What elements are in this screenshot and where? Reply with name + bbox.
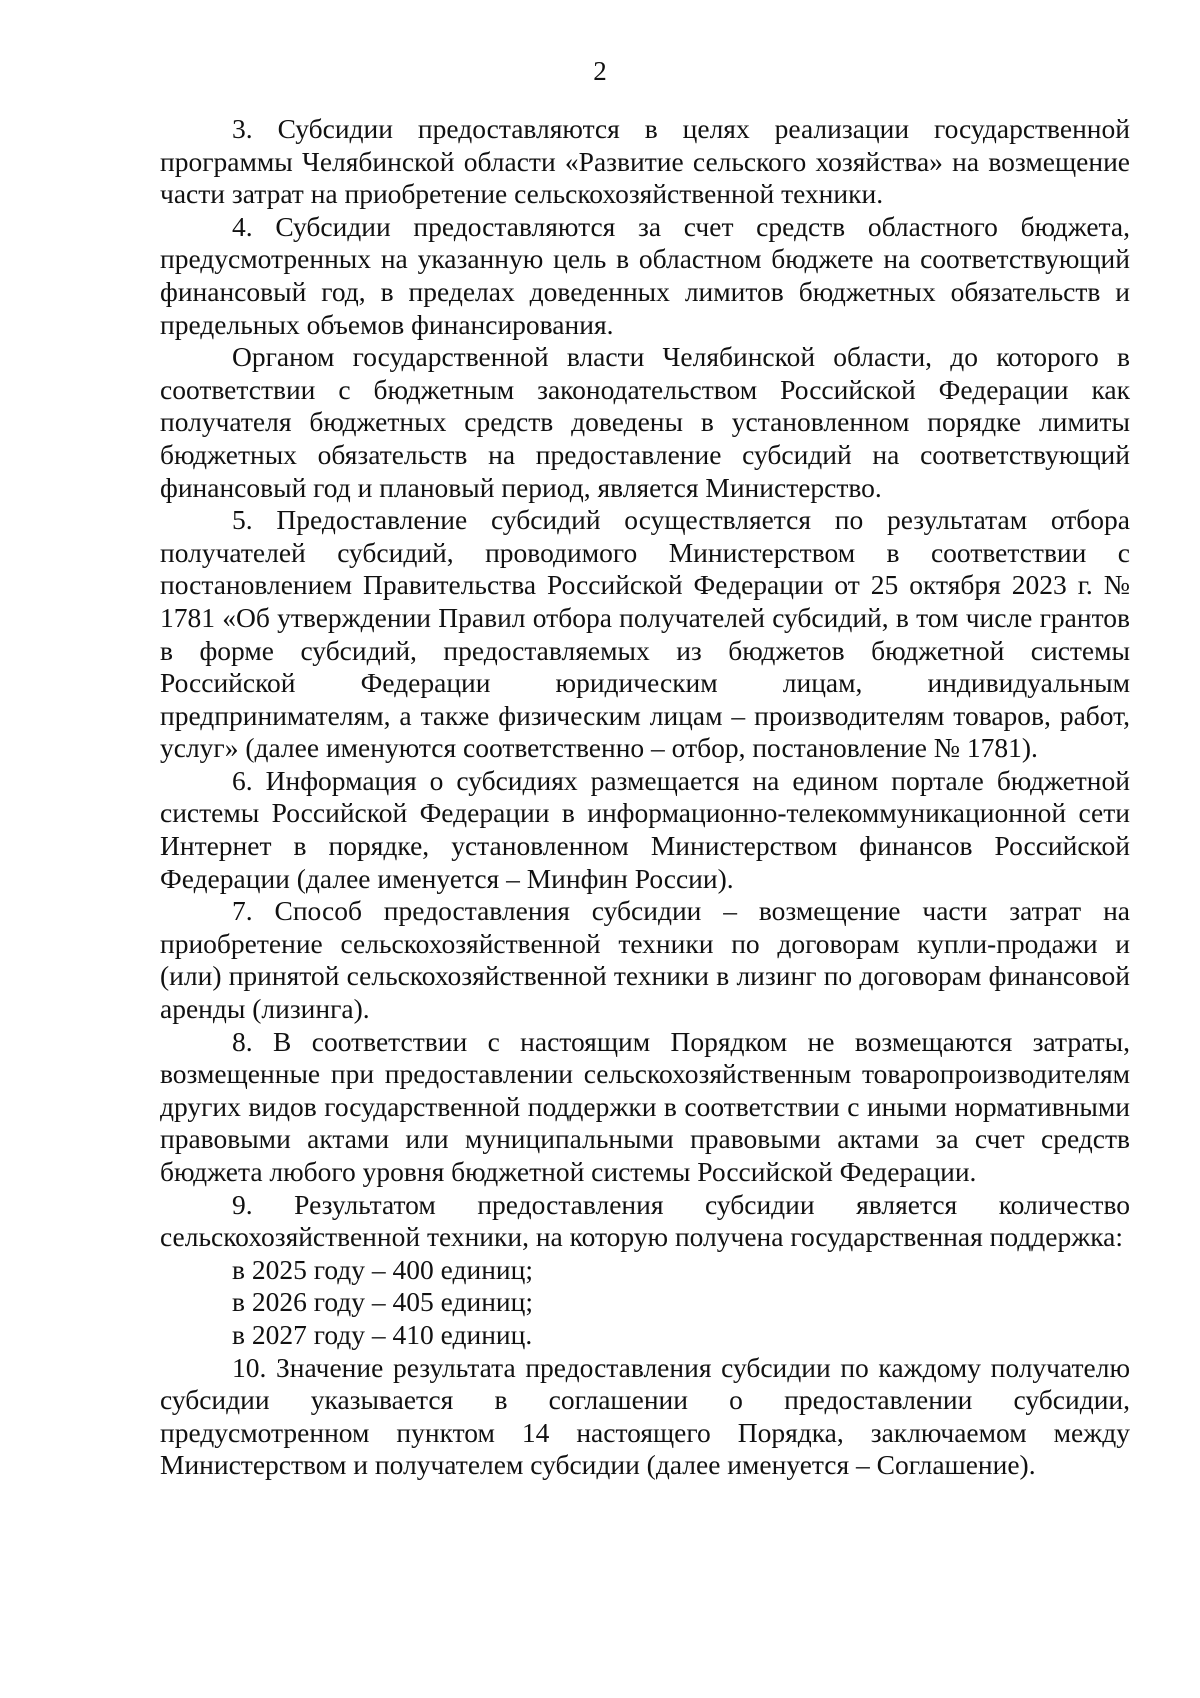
paragraph-6: 6. Информация о субсидиях размещается на едином портале бюджетной системы Российской Федерации в информационно-телекоммуникационной сети Интернет в порядке, установленном Министерством финансов Российской Федерации (далее именуется – Минфин России). xyxy=(160,764,1130,894)
year-item-2027: в 2027 году – 410 единиц. xyxy=(232,1318,533,1350)
document-body xyxy=(160,113,1130,1482)
paragraph-10: 10. Значение результата предоставления субсидии по каждому получателю субсидии указывается в соглашении о предоставлении субсидии, предусмотренном пунктом 14 настоящего Порядка, заключаемом между Министерством и получателем субсидии (далее именуется – Соглашение). xyxy=(160,1351,1130,1481)
paragraph-9: 9. Результатом предоставления субсидии является количество сельскохозяйственной техники, на которую получена государственная поддержка: xyxy=(160,1188,1130,1253)
paragraph-5: 5. Предоставление субсидий осуществляется по результатам отбора получателей субсидий, проводимого Министерством в соответствии с постановлением Правительства Российской Федерации от 25 октября 2023 г. № 1781 «Об утверждении Правил отбора получателей субсидий, в том числе грантов в форме субсидий, предоставляемых из бюджетов бюджетной системы Российской Федерации юридическим лицам, индивидуальным предпринимателям, а также физическим лицам – производителям товаров, работ, услуг» (далее именуются соответственно – отбор, постановление № 1781). xyxy=(160,504,1130,764)
paragraph-7: 7. Способ предоставления субсидии – возмещение части затрат на приобретение сельскохозяйственной техники по договорам купли-продажи и (или) принятой сельскохозяйственной техники в лизинг по договорам финансовой аренды (лизинга). xyxy=(160,895,1130,1025)
year-item-2026: в 2026 году – 405 единиц; xyxy=(232,1286,533,1318)
page-number: 2 xyxy=(593,56,607,86)
paragraph-8: 8. В соответствии с настоящим Порядком не возмещаются затраты, возмещенные при предоставлении сельскохозяйственным товаропроизводителям других видов государственной поддержки в соответствии с иными нормативными правовыми актами или муниципальными правовыми актами за счет средств бюджета любого уровня бюджетной системы Российской Федерации. xyxy=(160,1025,1130,1187)
paragraph-4: 4. Субсидии предоставляются за счет средств областного бюджета, предусмотренных на указанную цель в областном бюджете на соответствующий финансовый год, в пределах доведенных лимитов бюджетных обязательств и предельных объемов финансирования. xyxy=(160,210,1130,340)
paragraph-3: 3. Субсидии предоставляются в целях реализации государственной программы Челябинской области «Развитие сельского хозяйства» на возмещение части затрат на приобретение сельскохозяйственной техники. xyxy=(160,113,1130,210)
year-item-2025: в 2025 году – 400 единиц; xyxy=(232,1253,533,1285)
paragraph-4-authority: Органом государственной власти Челябинской области, до которого в соответствии с бюджетным законодательством Российской Федерации как получателя бюджетных средств доведены в установленном порядке лимиты бюджетных обязательств на предоставление субсидий на соответствующий финансовый год и плановый период, является Министерство. xyxy=(160,341,1130,503)
